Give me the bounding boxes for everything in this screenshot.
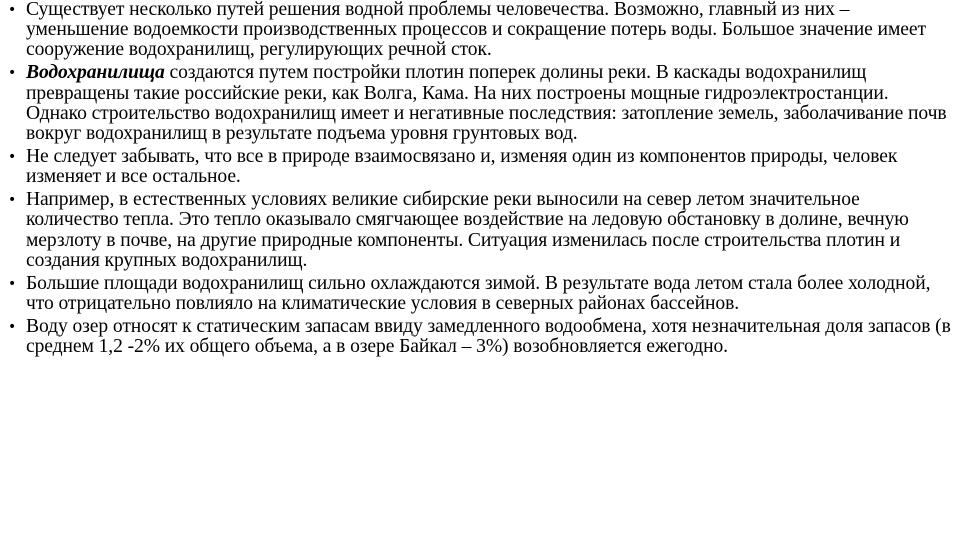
- bullet-icon: •: [8, 275, 17, 292]
- bullet-icon: •: [8, 149, 17, 166]
- bullet-text-2: создаются путем постройки плотин поперек долины реки. В каскады водохранилищ превращены такие российские реки, как Волга, Кама. На них построены мощные гидроэлектростанции. Однако строительство водохранилищ имеет и негативные последствия: затопление земель, заболачивание почв вокруг водохранилищ в результате подъема уровня грунтовых вод.: [26, 62, 947, 145]
- bullet-emphasis-term: Водохранилища: [26, 62, 165, 84]
- bullet-text-1: Существует несколько путей решения водной проблемы человечества. Возможно, главный из них – уменьшение водоемкости производственных процессов и сокращение потерь воды. Большое значение имеет сооружение водохранилищ, регулирующих речной сток.: [26, 0, 926, 61]
- bullet-text-3: Не следует забывать, что все в природе взаимосвязано и, изменяя один из компонентов природы, человек изменяет и все остальное.: [26, 146, 898, 188]
- bullet-text-5: Большие площади водохранилищ сильно охлаждаются зимой. В результате вода летом стала более холодной, что отрицательно повлияло на климатические условия в северных районах бассейнов.: [26, 272, 931, 315]
- bullet-text-6: Воду озер относят к статическим запасам ввиду замедленного водообмена, хотя незначительная доля запасов (в среднем 1,2 -2% их общего объема, а в озере Байкал – 3%) возобновляется ежегодно.: [26, 316, 951, 358]
- bullet-icon: •: [8, 2, 17, 18]
- bullet-item-6: [6, 317, 954, 357]
- bullet-icon: •: [8, 192, 17, 209]
- bullet-icon: •: [8, 65, 17, 82]
- bullet-list: [6, 0, 954, 360]
- bullet-item-2: [6, 63, 954, 144]
- bullet-item-4: [6, 190, 954, 271]
- bullet-item-1: [6, 0, 954, 61]
- bullet-item-5: [6, 274, 954, 314]
- bullet-item-3: [6, 147, 954, 187]
- bullet-icon: •: [8, 319, 17, 336]
- bullet-text-4: Например, в естественных условиях великие сибирские реки выносили на север летом значительное количество тепла. Это тепло оказывало смягчающее воздействие на ледовую обстановку в долине, вечную мерзлоту в почве, на другие природные компоненты. Ситуация изменилась после строительства плотин и создания крупных водохранилищ.: [26, 189, 909, 271]
